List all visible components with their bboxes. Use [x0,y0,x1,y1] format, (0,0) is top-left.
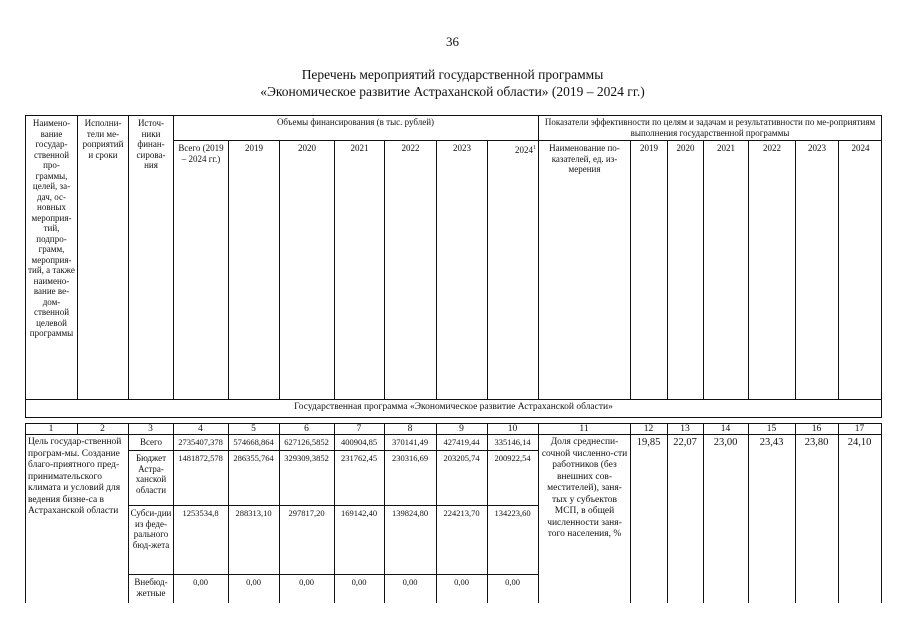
goal-name: Цель государ-ственной програм-мы. Создание благо-приятного пред-принимательского климата и условий для ведения бизне-са в Астраханской области [28,437,122,516]
source-extrabudgetary-label: Внебюд-жетные [134,577,168,598]
header-year-2024: 2024$^1$ [515,145,536,155]
header-year-2019: 2019 [245,143,263,153]
extrabudgetary-value-all-years: 0,00 [193,577,208,587]
page-number: 36 [446,34,459,49]
header-year-2020: 2020 [298,143,316,153]
header-year-2023: 2023 [453,143,471,153]
col-number-17: 17 [854,424,865,434]
total-value-2020: 627126,5852 [284,437,329,447]
header-sources-column: Источ-ники финан-сирова-ния [136,118,166,170]
total-value-2021: 400904,85 [340,437,378,447]
col-number-13: 13 [680,424,690,434]
source-federal-subsidy-label: Субси-дии из феде-рального бюд-жета [130,508,172,550]
col-number-12: 12 [643,424,654,434]
regional-value-all-years: 1481872,578 [178,453,223,463]
federal-value-all-years: 1253534,8 [182,508,219,518]
header-ind-year-2021: 2021 [717,143,735,153]
col-number-6: 6 [304,424,309,434]
regional-value-2023: 203205,74 [443,453,480,463]
federal-value-2024: 134223,60 [494,508,531,518]
extrabudgetary-value-2019: 0,00 [246,577,261,587]
header-year-2022: 2022 [401,143,420,153]
header-ind-year-2024: 2024 [851,143,870,153]
program-title: Государственная программа «Экономическое развитие Астраханской области» [294,402,613,412]
total-value-2022: 370141,49 [391,437,429,447]
header-name-column: Наимено-вание государ-ственной про-граммы, целей, за-дач, ос-новных мероприя-тий, подпро-грамм, мероприя-тий, а также наимено-вание ве-дом-ственной целевой программы [28,118,75,338]
extrabudgetary-value-2024: 0,00 [505,577,520,587]
indicator-value-2022: 23,43 [759,437,784,448]
header-executors-column: Исполни-тели ме-роприятий и сроки [82,118,124,160]
extrabudgetary-value-2023: 0,00 [454,577,469,587]
col-number-10: 10 [507,424,518,434]
col-number-9: 9 [459,424,464,434]
header-financing-total: Всего (2019 – 2024 гг.) [178,143,224,164]
regional-value-2019: 286355,764 [233,453,274,463]
federal-value-2023: 224213,70 [443,508,480,518]
title-line-1: Перечень мероприятий государственной программы [301,67,604,82]
col-number-4: 4 [198,424,203,434]
extrabudgetary-value-2022: 0,00 [402,577,418,587]
header-indicators-group: Показатели эффективности по целям и задачам и результативности по ме-роприятиям выполнения государственной программы [544,117,876,138]
regional-value-2020: 329309,3852 [284,453,329,463]
col-number-15: 15 [766,424,777,434]
indicator-value-2024: 24,10 [847,437,872,448]
footnote-mark: 1 [533,145,536,151]
col-number-1: 1 [48,424,54,434]
col-number-2: 2 [100,424,105,434]
federal-value-2020: 297817,20 [288,508,325,518]
col-number-3: 3 [148,424,153,434]
header-financing-group: Объемы финансирования (в тыс. рублей) [276,117,435,127]
col-number-16: 16 [811,424,822,434]
regional-value-2022: 230316,69 [391,453,429,463]
extrabudgetary-value-2020: 0,00 [299,577,314,587]
header-year-2021: 2021 [350,143,369,153]
indicator-value-2020: 22,07 [673,437,697,448]
indicator-name: Доля среднеспи-сочной численно-сти работников (без внешних сов-местителей), заня-тых у субъектов МСП, в общей численности заня-того населения, % [541,437,628,539]
federal-value-2021: 169142,40 [340,508,378,518]
total-value-2019: 574668,864 [233,437,274,447]
total-value-2024: 335146,14 [494,437,531,447]
document-title [0,66,905,100]
col-number-7: 7 [356,424,362,434]
federal-value-2019: 288313,10 [235,508,272,518]
indicator-value-2019: 19,85 [636,437,661,448]
federal-value-2022: 139824,80 [391,508,429,518]
indicator-value-2023: 23,80 [804,437,829,448]
regional-value-2024: 200922,54 [494,453,531,463]
col-number-5: 5 [251,424,256,434]
extrabudgetary-value-2021: 0,00 [351,577,367,587]
indicator-value-2021: 23,00 [713,437,738,448]
total-value-2023: 427419,44 [443,437,480,447]
header-ind-year-2022: 2022 [763,143,781,153]
regional-value-2021: 231762,45 [340,453,378,463]
header-ind-year-2020: 2020 [676,143,695,153]
header-indicator-name: Наименование по-казателей, ед. из-мерения [549,143,620,174]
col-number-11: 11 [579,424,589,434]
col-number-14: 14 [720,424,731,434]
total-value-all-years: 2735407,378 [178,437,223,447]
source-regional-budget-label: Бюджет Астра-ханской области [135,453,167,495]
source-total-label: Всего [139,437,163,447]
header-ind-year-2023: 2023 [808,143,826,153]
col-number-8: 8 [407,424,413,434]
title-line-2: «Экономическое развитие Астраханской области» (2019 – 2024 гг.) [260,84,645,99]
header-ind-year-2019: 2019 [640,143,658,153]
